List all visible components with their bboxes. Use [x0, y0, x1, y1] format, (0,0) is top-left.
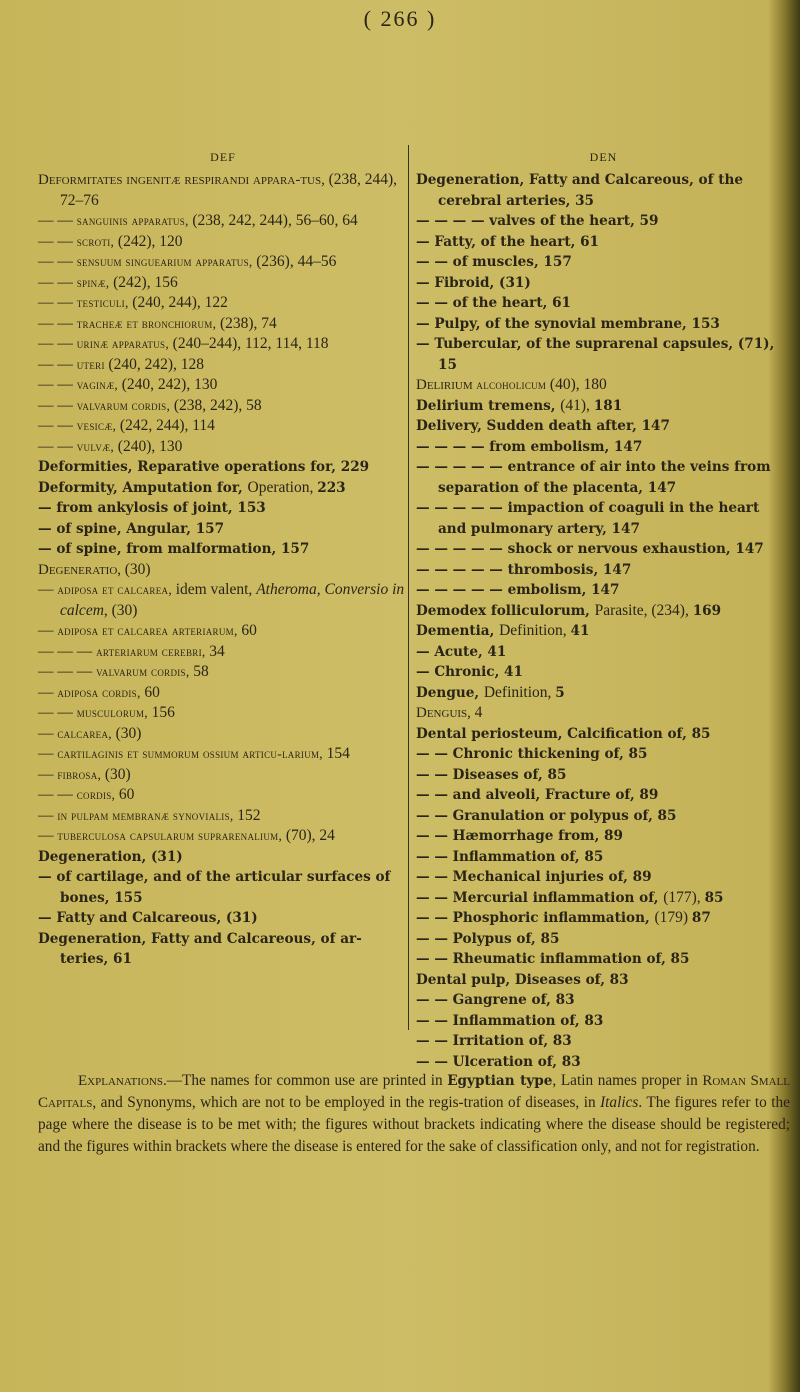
text-segment: adiposa cordis,: [57, 684, 145, 700]
index-entry: [416, 806, 791, 827]
index-entry: [38, 806, 408, 827]
index-entry: [38, 662, 408, 683]
text-segment: — —: [38, 294, 77, 311]
text-segment: 181: [593, 397, 623, 414]
index-entry: [416, 539, 791, 560]
text-segment: — Fatty, of the heart, 61: [416, 233, 600, 250]
text-segment: —: [38, 724, 58, 742]
text-segment: — —: [38, 335, 77, 352]
page-number: ( 266 ): [363, 6, 437, 31]
index-entry: [416, 1011, 791, 1032]
index-entry: [416, 601, 791, 622]
text-segment: — — — — — entrance of air into the veins from separation of the placenta, 147: [416, 459, 771, 496]
text-segment: — —: [38, 786, 77, 803]
index-entry: [416, 990, 791, 1011]
text-segment: spinæ,: [76, 274, 114, 290]
right-column: [416, 150, 791, 1072]
text-segment: (240, 242), 128: [108, 355, 204, 373]
index-entry: [38, 724, 408, 745]
text-segment: (242, 244), 114: [119, 417, 215, 434]
text-segment: fibrosa,: [57, 766, 105, 782]
index-entry: [416, 498, 791, 539]
text-segment: — —: [38, 704, 77, 721]
text-segment: — — Rheumatic inflammation of, 85: [416, 951, 690, 967]
text-segment: —: [38, 622, 58, 639]
index-entry: [416, 457, 791, 498]
index-entry: [416, 273, 791, 294]
text-segment: — — of the heart, 61: [416, 295, 572, 311]
text-segment: sensuum singuearium apparatus,: [76, 254, 257, 269]
index-entry: [416, 929, 791, 950]
index-entry: [38, 170, 408, 211]
text-segment: Dental pulp, Diseases of, 83: [416, 971, 629, 988]
text-segment: — — Inflammation of, 83: [416, 1012, 604, 1029]
text-segment: (70), 24: [285, 827, 335, 844]
text-segment: (30): [115, 724, 142, 742]
index-entry: [38, 744, 408, 765]
index-entry: [416, 662, 791, 683]
text-segment: (240–244), 112, 114, 118: [172, 335, 329, 352]
text-segment: 85: [704, 889, 724, 906]
text-segment: — from ankylosis of joint, 153: [38, 500, 266, 516]
index-entry: [38, 683, 408, 704]
text-segment: (40), 180: [549, 376, 607, 393]
text-segment: — —: [38, 232, 77, 250]
text-segment: — —: [38, 417, 77, 434]
text-segment: alcoholicum: [476, 377, 550, 392]
text-segment: — — — — — impaction of coaguli in the heart and pulmonary artery, 147: [416, 500, 760, 537]
index-entry: [416, 560, 791, 581]
text-segment: valvarum cordis,: [96, 664, 194, 679]
index-entry: [416, 252, 791, 273]
text-segment: (177),: [663, 888, 705, 906]
text-segment: Definition,: [499, 622, 571, 639]
text-segment: Roman Small Capitals: [38, 1073, 790, 1111]
text-segment: — — — — — embolism, 147: [416, 582, 620, 598]
index-entry: [38, 437, 408, 458]
index-entry: [416, 744, 791, 765]
text-segment: 34: [209, 642, 225, 660]
index-entry: [416, 211, 791, 232]
text-segment: (41),: [560, 396, 594, 414]
index-entry: [38, 580, 408, 621]
text-segment: 41: [570, 623, 590, 639]
text-segment: —: [38, 683, 58, 701]
text-segment: Deformities, Reparative operations for, 229: [38, 459, 370, 475]
index-entry: [416, 437, 791, 458]
text-segment: 154: [326, 745, 350, 762]
text-segment: cordis,: [76, 787, 119, 802]
index-entry: [38, 765, 408, 786]
index-entry: [38, 539, 408, 560]
text-segment: Explanations.: [78, 1073, 167, 1089]
text-segment: (236), 44–56: [256, 253, 337, 270]
index-entry: [38, 355, 408, 376]
text-segment: vesicæ,: [76, 418, 120, 433]
text-segment: testiculi,: [76, 295, 133, 310]
text-segment: vaginæ,: [76, 377, 122, 392]
index-entry: [416, 785, 791, 806]
text-segment: 4: [474, 704, 483, 721]
text-segment: (238, 242), 58: [173, 396, 262, 414]
text-segment: — — — — valves of the heart, 59: [416, 213, 659, 229]
text-segment: 60: [144, 683, 160, 701]
text-segment: — — Polypus of, 85: [416, 930, 560, 947]
text-segment: Delirium: [416, 377, 477, 393]
index-entry: [38, 416, 408, 437]
index-entry: [416, 765, 791, 786]
text-segment: 156: [151, 704, 175, 721]
text-segment: Egyptian type: [447, 1073, 553, 1089]
index-entry: [416, 888, 791, 909]
text-segment: — — —: [38, 663, 97, 680]
index-entry: [416, 293, 791, 314]
text-segment: — — Gangrene of, 83: [416, 992, 575, 1008]
text-segment: , and Synonyms, which are not to be employed in the regis-tration of diseases, in: [92, 1094, 601, 1111]
index-entry: [38, 232, 408, 253]
text-segment: (179): [654, 909, 692, 926]
text-segment: — —: [38, 355, 77, 373]
index-entry: [38, 211, 408, 232]
text-segment: vulvæ,: [76, 438, 118, 454]
text-segment: — — — — from embolism, 147: [416, 438, 643, 455]
text-segment: — —: [38, 314, 77, 332]
right-column-header: DEN: [589, 150, 618, 164]
index-entry: [416, 232, 791, 253]
text-segment: —: [38, 765, 58, 783]
text-segment: musculorum,: [76, 705, 152, 720]
text-segment: 60: [241, 622, 257, 639]
text-segment: — of cartilage, and of the articular surfaces of bones, 155: [38, 869, 391, 906]
text-segment: — — Granulation or polypus of, 85: [416, 807, 677, 824]
index-entry: [38, 293, 408, 314]
index-entry: [416, 1031, 791, 1052]
index-entry: [38, 478, 408, 499]
index-entry: [416, 724, 791, 745]
text-segment: Degeneratio,: [38, 561, 125, 578]
index-entry: [416, 1052, 791, 1073]
text-segment: — Fatty and Calcareous, (31): [38, 910, 258, 926]
text-segment: — — —: [38, 642, 97, 660]
index-entry: [38, 314, 408, 335]
index-entry: [416, 642, 791, 663]
text-segment: — — — — — thrombosis, 147: [416, 561, 632, 578]
text-segment: — —: [38, 273, 77, 291]
left-column-header: DEF: [210, 150, 236, 164]
index-entry: [38, 273, 408, 294]
index-entry: [416, 580, 791, 601]
index-entry: [38, 396, 408, 417]
text-segment: in pulpam membranæ synovialis,: [57, 807, 238, 823]
left-column: [38, 150, 408, 970]
text-segment: (30): [124, 560, 151, 578]
text-segment: 5: [555, 684, 565, 701]
left-entries: [38, 170, 408, 970]
text-segment: Delivery, Sudden death after, 147: [416, 418, 670, 434]
text-segment: tracheæ et bronchiorum,: [76, 315, 220, 331]
text-segment: , (30): [103, 601, 138, 619]
text-segment: Deformitates ingenitæ respirandi appara-tus,: [38, 172, 329, 188]
index-entry: [38, 867, 408, 908]
index-entry: [38, 929, 408, 970]
text-segment: (242), 156: [113, 273, 178, 291]
text-segment: — — Inflammation of, 85: [416, 848, 604, 865]
text-segment: Denguis,: [416, 705, 475, 721]
text-segment: Operation,: [247, 478, 318, 496]
text-segment: Italics: [600, 1094, 639, 1111]
index-entry: [416, 867, 791, 888]
text-segment: (242), 120: [117, 232, 183, 250]
text-segment: Parasite, (234),: [594, 601, 693, 619]
text-segment: 169: [692, 602, 722, 619]
text-segment: sanguinis apparatus,: [76, 213, 193, 228]
text-segment: (238, 244), 72–76: [60, 171, 398, 209]
text-segment: — —: [38, 212, 77, 229]
text-segment: , Latin names proper in: [552, 1072, 703, 1089]
text-segment: — —: [38, 396, 77, 414]
text-segment: — — — — — shock or nervous exhaustion, 147: [416, 541, 764, 557]
text-segment: (238), 74: [219, 314, 277, 332]
text-segment: — of spine, Angular, 157: [38, 520, 225, 537]
index-entry: [416, 949, 791, 970]
explanations-paragraph: [38, 1070, 790, 1158]
text-segment: — — Chronic thickening of, 85: [416, 746, 648, 762]
text-segment: idem valent,: [175, 581, 257, 598]
index-entry: [416, 908, 791, 929]
text-segment: 152: [237, 806, 261, 824]
index-entry: [416, 621, 791, 642]
column-divider: [408, 145, 409, 1030]
text-segment: Dental periosteum, Calcification of, 85: [416, 725, 711, 742]
text-segment: — — Diseases of, 85: [416, 766, 567, 783]
index-entry: [38, 785, 408, 806]
index-entry: [38, 847, 408, 868]
text-segment: cartilaginis et summorum ossium articu-larium,: [57, 746, 327, 761]
index-entry: [416, 683, 791, 704]
text-segment: Demodex folliculorum,: [416, 602, 595, 619]
right-entries: [416, 170, 791, 1072]
text-segment: — Fibroid, (31): [416, 274, 531, 291]
text-segment: 87: [691, 910, 711, 926]
index-entry: [38, 375, 408, 396]
text-segment: urinæ apparatus,: [76, 336, 173, 351]
text-segment: Atheroma, Conversio in calcem: [60, 581, 405, 619]
text-segment: (240, 242), 130: [121, 376, 218, 393]
text-segment: valvarum cordis,: [76, 397, 174, 413]
index-entry: [38, 560, 408, 581]
text-segment: Deformity, Amputation for,: [38, 479, 248, 496]
index-entry: [38, 334, 408, 355]
text-segment: arteriarum cerebri,: [96, 643, 210, 659]
text-segment: Degeneration, (31): [38, 848, 183, 865]
text-segment: adiposa et calcarea arteriarum,: [57, 623, 242, 638]
index-entry: [38, 826, 408, 847]
text-segment: —: [38, 806, 58, 824]
text-segment: adiposa et calcarea,: [57, 582, 176, 597]
index-entry: [416, 826, 791, 847]
text-segment: — — Mercurial inflammation of,: [416, 889, 664, 906]
text-segment: (30): [104, 765, 131, 783]
index-entry: [416, 170, 791, 211]
text-segment: — Chronic, 41: [416, 664, 523, 680]
text-segment: (240), 130: [117, 437, 183, 455]
index-entry: [38, 519, 408, 540]
text-segment: 223: [317, 479, 346, 496]
text-segment: Definition,: [483, 683, 556, 701]
text-segment: — —: [38, 376, 77, 393]
text-segment: Degeneration, Fatty and Calcareous, of the cerebral arteries, 35: [416, 172, 743, 209]
index-entry: [38, 252, 408, 273]
text-segment: —: [38, 827, 58, 844]
text-segment: — — of muscles, 157: [416, 254, 572, 270]
text-segment: (240, 244), 122: [132, 294, 228, 311]
index-entry: [416, 375, 791, 396]
text-segment: . The figures refer to the page where the disease is to be met with; the figures without brackets indicating where the disease should be registered; and the figures within brackets where the disease is entered for the sake of classification only, and not for registration.: [38, 1094, 790, 1155]
text-segment: — Pulpy, of the synovial membrane, 153: [416, 315, 720, 332]
index-entry: [38, 703, 408, 724]
text-segment: (238, 242, 244), 56–60, 64: [192, 212, 358, 229]
text-segment: — — Hæmorrhage from, 89: [416, 828, 623, 844]
index-entry: [38, 457, 408, 478]
text-segment: 60: [118, 786, 135, 803]
text-segment: 58: [193, 663, 209, 680]
text-segment: scroti,: [76, 233, 118, 249]
index-entry: [416, 847, 791, 868]
text-segment: — Tubercular, of the suprarenal capsules, (71), 15: [416, 336, 775, 373]
text-segment: —: [38, 745, 58, 762]
text-segment: Dementia,: [416, 623, 500, 639]
text-segment: —The names for common use are printed in: [166, 1072, 448, 1089]
text-segment: — —: [38, 253, 77, 270]
text-segment: — — Irritation of, 83: [416, 1033, 572, 1049]
index-entry: [416, 334, 791, 375]
text-segment: — Acute, 41: [416, 643, 507, 660]
text-segment: — —: [38, 437, 77, 455]
index-entry: [38, 642, 408, 663]
text-segment: Degeneration, Fatty and Calcareous, of ar-teries, 61: [38, 930, 362, 967]
index-entry: [416, 396, 791, 417]
text-segment: —: [38, 581, 58, 598]
index-entry: [38, 621, 408, 642]
index-entry: [416, 416, 791, 437]
text-segment: — of spine, from malformation, 157: [38, 541, 310, 557]
text-segment: — — and alveoli, Fracture of, 89: [416, 787, 659, 803]
text-segment: Delirium tremens,: [416, 397, 561, 414]
text-segment: tuberculosa capsularum suprarenalium,: [57, 828, 286, 843]
index-entry: [416, 314, 791, 335]
index-entry: [416, 703, 791, 724]
text-segment: Dengue,: [416, 684, 484, 701]
index-entry: [416, 970, 791, 991]
text-segment: — — Phosphoric inflammation,: [416, 910, 655, 926]
text-segment: uteri: [76, 356, 109, 372]
text-segment: — — Ulceration of, 83: [416, 1053, 581, 1070]
index-entry: [38, 908, 408, 929]
text-segment: calcarea,: [57, 725, 116, 741]
index-entry: [38, 498, 408, 519]
text-segment: — — Mechanical injuries of, 89: [416, 869, 652, 885]
